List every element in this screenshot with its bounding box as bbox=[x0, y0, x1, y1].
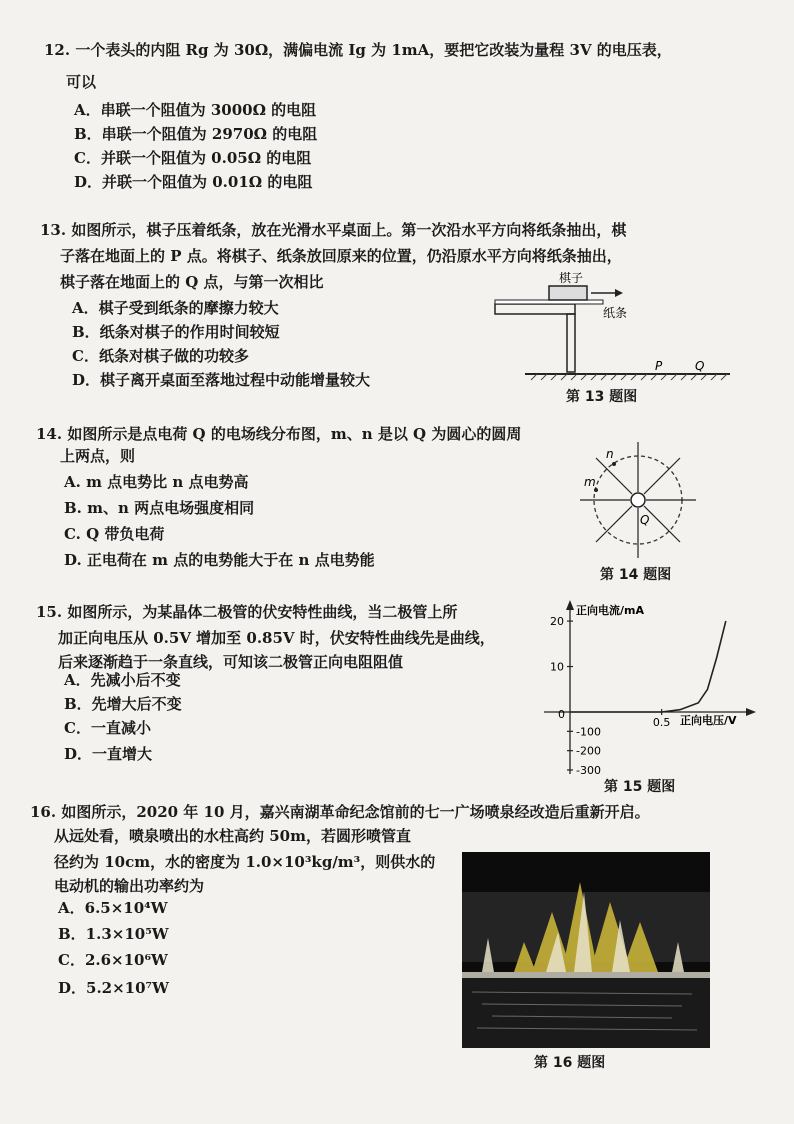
q15-option-b: B．先增大后不变 bbox=[64, 695, 182, 713]
q12-option-a: A．串联一个阻值为 3000Ω 的电阻 bbox=[74, 101, 317, 119]
q15-line3: 后来逐渐趋于一条直线，可知该二极管正向电阻阻值 bbox=[58, 653, 404, 671]
q15-line2: 加正向电压从 0.5V 增加至 0.85V 时，伏安特性曲线先是曲线， bbox=[58, 629, 495, 647]
y-axis-arrow bbox=[566, 600, 574, 610]
q12-line1: 12. 一个表头的内阻 Rg 为 30Ω，满偏电流 Ig 为 1mA，要把它改装为量程 3V 的电压表， bbox=[44, 41, 672, 59]
q13-line2: 子落在地面上的 P 点。将棋子、纸条放回原来的位置，仍沿原水平方向将纸条抽出， bbox=[60, 247, 622, 265]
q14-caption: 第 14 题图 bbox=[600, 567, 672, 583]
y-axis-label: 正向电流/mA bbox=[576, 604, 644, 617]
label-m: m bbox=[584, 475, 596, 489]
q14-option-b: B. m、n 两点电场强度相同 bbox=[64, 499, 255, 517]
q14-figure bbox=[578, 440, 698, 560]
q13-option-a: A．棋子受到纸条的摩擦力较大 bbox=[72, 299, 279, 317]
q14-option-a: A. m 点电势比 n 点电势高 bbox=[64, 473, 249, 491]
y-tick-label: -300 bbox=[576, 764, 601, 777]
q13-option-b: B．纸条对棋子的作用时间较短 bbox=[72, 323, 280, 341]
q14-option-d: D. 正电荷在 m 点的电势能大于在 n 点电势能 bbox=[64, 551, 375, 569]
q16-option-c: C．2.6×10⁶W bbox=[58, 951, 168, 969]
q12-option-c: C．并联一个阻值为 0.05Ω 的电阻 bbox=[74, 149, 312, 167]
fountain-photo-drawing bbox=[462, 852, 710, 1048]
label-n: n bbox=[606, 447, 614, 461]
point-n bbox=[612, 462, 616, 466]
q16-option-d: D．5.2×10⁷W bbox=[58, 979, 169, 997]
label-paper: 纸条 bbox=[603, 306, 628, 320]
q15-option-d: D．一直增大 bbox=[64, 745, 153, 763]
q16-line1: 16. 如图所示，2020 年 10 月，嘉兴南湖革命纪念馆前的七一广场喷泉经改造后重新开启。 bbox=[30, 803, 650, 821]
q13-option-c: C．纸条对棋子做的功较多 bbox=[72, 347, 249, 365]
origin-label: 0 bbox=[558, 708, 565, 721]
table-leg bbox=[567, 314, 575, 372]
q15-option-c: C．一直减小 bbox=[64, 719, 151, 737]
label-q: Q bbox=[695, 359, 705, 373]
q12-line2: 可以 bbox=[66, 73, 97, 91]
q16-option-b: B．1.3×10⁵W bbox=[58, 925, 169, 943]
iv-curve bbox=[570, 621, 726, 712]
tick-group bbox=[550, 615, 670, 777]
q16-line4: 电动机的输出功率约为 bbox=[54, 877, 205, 895]
q15-caption: 第 15 题图 bbox=[604, 779, 676, 795]
x-axis-label: 正向电压/V bbox=[680, 714, 737, 727]
q13-line3: 棋子落在地面上的 Q 点，与第一次相比 bbox=[60, 273, 324, 291]
q13-caption: 第 13 题图 bbox=[566, 389, 638, 405]
q14-option-c: C. Q 带负电荷 bbox=[64, 525, 165, 543]
q15-iv-chart bbox=[540, 598, 770, 778]
arrowhead bbox=[615, 289, 623, 297]
q16-line2: 从远处看，喷泉喷出的水柱高约 50m，若圆形喷管直 bbox=[54, 827, 411, 845]
q15-line1: 15. 如图所示，为某晶体二极管的伏安特性曲线，当二极管上所 bbox=[36, 603, 458, 621]
x-axis-arrow bbox=[746, 708, 756, 716]
q14-line2: 上两点，则 bbox=[60, 447, 136, 465]
table-top bbox=[495, 304, 575, 314]
charge-q bbox=[631, 493, 645, 507]
q14-line1: 14. 如图所示是点电荷 Q 的电场线分布图，m、n 是以 Q 为圆心的圆周 bbox=[36, 425, 522, 443]
label-chess-piece: 棋子 bbox=[559, 271, 584, 285]
label-p: P bbox=[655, 359, 663, 373]
y-tick-label: 20 bbox=[550, 615, 564, 629]
q15-option-a: A．先减小后不变 bbox=[64, 671, 181, 689]
y-tick-label: 10 bbox=[550, 660, 564, 674]
q12-option-d: D．并联一个阻值为 0.01Ω 的电阻 bbox=[74, 173, 313, 191]
q13-figure bbox=[485, 270, 735, 385]
y-tick-label: -200 bbox=[576, 744, 601, 758]
fountain-photo bbox=[462, 852, 710, 1048]
chess-piece bbox=[549, 286, 587, 300]
q16-caption: 第 16 题图 bbox=[534, 1055, 606, 1071]
y-tick-label: -100 bbox=[576, 725, 601, 739]
q16-option-a: A．6.5×10⁴W bbox=[58, 899, 168, 917]
q13-option-d: D．棋子离开桌面至落地过程中动能增量较大 bbox=[72, 371, 371, 389]
q16-line3: 径约为 10cm，水的密度为 1.0×10³kg/m³，则供水的 bbox=[54, 853, 436, 871]
label-q: Q bbox=[640, 513, 650, 527]
q13-line1: 13. 如图所示，棋子压着纸条，放在光滑水平桌面上。第一次沿水平方向将纸条抽出，棋 bbox=[40, 221, 627, 239]
x-tick-label: 0.5 bbox=[652, 716, 671, 729]
q12-option-b: B．串联一个阻值为 2970Ω 的电阻 bbox=[74, 125, 318, 143]
